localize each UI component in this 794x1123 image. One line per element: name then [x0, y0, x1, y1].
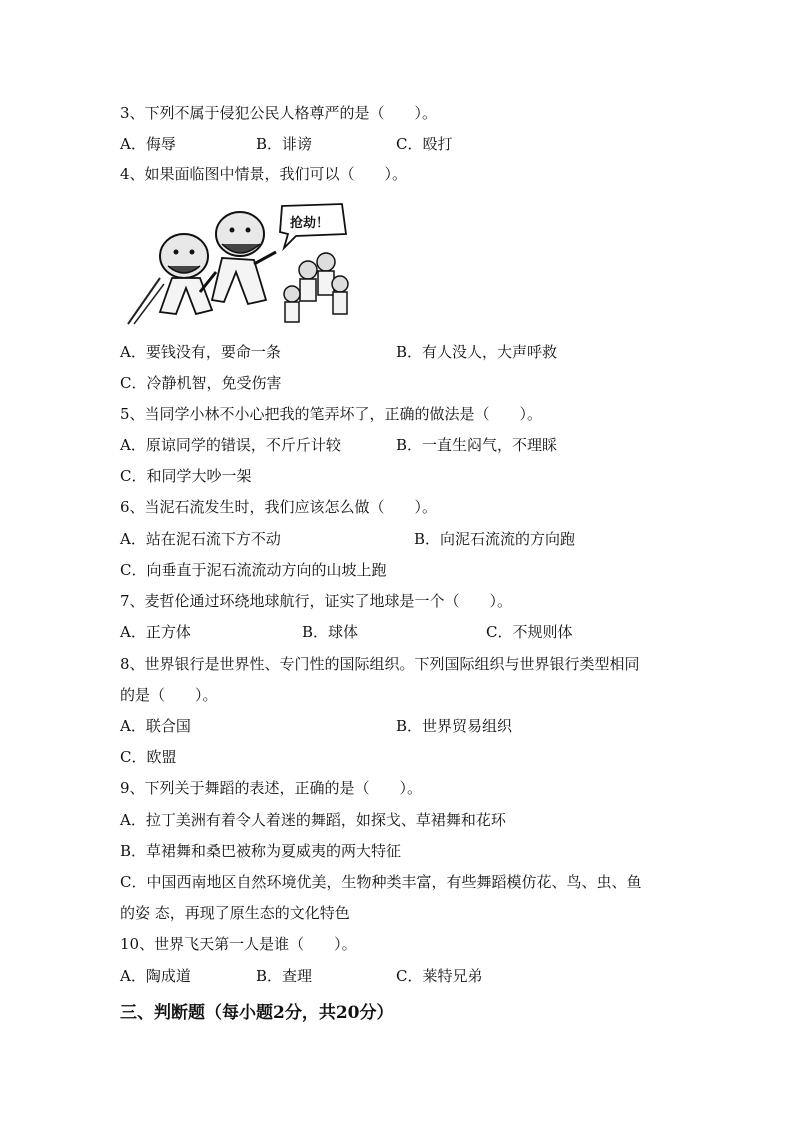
question-4-option-b: B．有人没人，大声呼救 — [396, 343, 558, 361]
question-9-option-b: B．草裙舞和桑巴被称为夏威夷的两大特征 — [120, 842, 402, 860]
question-10-stem: 10、世界飞天第一人是谁（ ）。 — [120, 935, 357, 953]
question-8-option-a: A．联合国 — [120, 717, 191, 735]
question-8-option-b: B．世界贸易组织 — [396, 717, 513, 735]
question-9-option-c-line1: C．中国西南地区自然环境优美，生物种类丰富，有些舞蹈模仿花、鸟、虫、鱼 — [120, 873, 642, 891]
question-10-option-c: C．莱特兄弟 — [396, 967, 483, 985]
question-3-option-c: C．殴打 — [396, 135, 453, 153]
question-6-option-c: C．向垂直于泥石流流动方向的山坡上跑 — [120, 561, 387, 579]
question-7-option-c: C．不规则体 — [486, 623, 573, 641]
robbery-illustration — [120, 200, 360, 328]
question-7-stem: 7、麦哲伦通过环绕地球航行，证实了地球是一个（ ）。 — [120, 592, 513, 610]
question-7-option-b: B．球体 — [302, 623, 359, 641]
question-4-stem: 4、如果面临图中情景，我们可以（ ）。 — [120, 165, 408, 183]
section-title-true-false: 三、判断题（每小题2分，共20分） — [120, 1003, 394, 1023]
speech-bubble-text: 抢劫！ — [290, 216, 330, 231]
question-6-option-a: A．站在泥石流下方不动 — [120, 530, 281, 548]
question-4-option-a: A．要钱没有，要命一条 — [120, 343, 281, 361]
question-3-option-a: A．侮辱 — [120, 135, 176, 153]
question-9-option-a: A．拉丁美洲有着令人着迷的舞蹈，如探戈、草裙舞和花环 — [120, 811, 506, 829]
question-3-stem: 3、下列不属于侵犯公民人格尊严的是（ ）。 — [120, 104, 438, 122]
question-6-stem: 6、当泥石流发生时，我们应该怎么做（ ）。 — [120, 498, 438, 516]
question-10-option-b: B．查理 — [256, 967, 313, 985]
question-5-option-c: C．和同学大吵一架 — [120, 467, 252, 485]
question-9-option-c-line2: 的姿 态，再现了原生态的文化特色 — [120, 904, 350, 922]
question-5-option-b: B．一直生闷气，不理睬 — [396, 436, 558, 454]
question-7-option-a: A．正方体 — [120, 623, 191, 641]
question-6-option-b: B．向泥石流流的方向跑 — [414, 530, 576, 548]
question-4-option-c: C．冷静机智，免受伤害 — [120, 374, 282, 392]
question-9-stem: 9、下列关于舞蹈的表述，正确的是（ ）。 — [120, 779, 423, 797]
question-10-option-a: A．陶成道 — [120, 967, 191, 985]
question-8-stem-line1: 8、世界银行是世界性、专门性的国际组织。下列国际组织与世界银行类型相同 — [120, 655, 640, 673]
question-8-option-c: C．欧盟 — [120, 748, 177, 766]
question-5-stem: 5、当同学小林不小心把我的笔弄坏了，正确的做法是（ ）。 — [120, 405, 543, 423]
question-3-option-b: B．诽谤 — [256, 135, 313, 153]
question-5-option-a: A．原谅同学的错误，不斤斤计较 — [120, 436, 341, 454]
question-8-stem-line2: 的是（ ）。 — [120, 686, 218, 704]
